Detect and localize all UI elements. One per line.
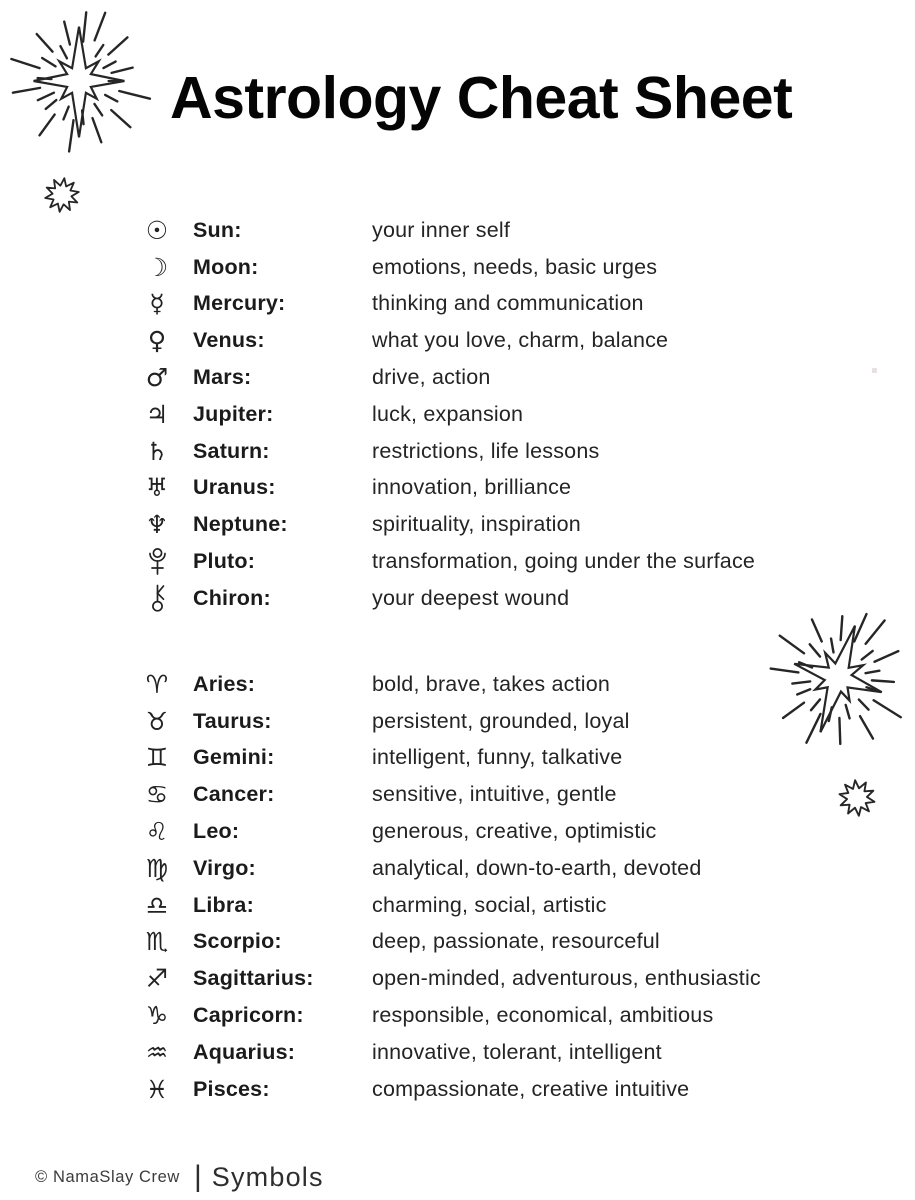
planet-row	[133, 396, 755, 433]
aquarius-symbol-icon: ♒	[145, 1037, 169, 1067]
planet-meaning: restrictions, life lessons	[372, 438, 600, 463]
planet-name: Jupiter:	[193, 401, 274, 426]
planet-name: Mercury:	[193, 291, 286, 316]
starburst-icon	[0, 2, 158, 160]
jupiter-symbol-icon: ♃	[145, 399, 169, 429]
planet-meaning: emotions, needs, basic urges	[372, 254, 658, 279]
planet-row	[133, 322, 755, 359]
footer	[35, 1160, 324, 1194]
chiron-symbol-icon	[133, 583, 181, 613]
footer-separator: |	[193, 1160, 202, 1193]
planet-row	[133, 433, 755, 470]
zodiac-name: Aries:	[193, 671, 256, 696]
zodiac-meaning: innovative, tolerant, intelligent	[372, 1039, 662, 1064]
planet-row	[133, 359, 755, 396]
planet-row	[133, 506, 755, 543]
planet-row	[133, 470, 755, 507]
planet-meaning: innovation, brilliance	[372, 475, 572, 500]
gemini-symbol-icon: ♊	[145, 743, 169, 773]
zodiac-meaning: charming, social, artistic	[372, 892, 607, 917]
zodiac-meaning: compassionate, creative intuitive	[372, 1076, 690, 1101]
zodiac-name: Cancer:	[193, 782, 275, 807]
uranus-symbol-icon: ♅	[145, 473, 169, 503]
capricorn-symbol-icon: ♑	[145, 1001, 169, 1031]
saturn-symbol-icon: ♄	[145, 436, 169, 466]
planet-meaning: your inner self	[372, 217, 511, 242]
zodiac-name: Virgo:	[193, 855, 256, 880]
zodiac-row	[133, 1071, 761, 1108]
zodiac-name: Gemini:	[193, 745, 275, 770]
zodiac-list	[133, 666, 761, 1108]
zodiac-name: Capricorn:	[193, 1003, 304, 1028]
planet-name: Moon:	[193, 254, 259, 279]
pluto-symbol-icon	[133, 547, 181, 577]
zodiac-name: Pisces:	[193, 1076, 270, 1101]
libra-symbol-icon: ♎	[145, 890, 169, 920]
zodiac-meaning: generous, creative, optimistic	[372, 819, 657, 844]
zodiac-meaning: deep, passionate, resourceful	[372, 929, 660, 954]
zodiac-row	[133, 997, 761, 1034]
planet-name: Chiron:	[193, 585, 271, 610]
virgo-symbol-icon: ♍	[145, 853, 169, 883]
sagittarius-symbol-icon: ♐	[145, 964, 169, 994]
zodiac-meaning: bold, brave, takes action	[372, 671, 611, 696]
planet-name: Mars:	[193, 365, 252, 390]
zodiac-name: Libra:	[193, 892, 254, 917]
planet-row	[133, 249, 755, 286]
starburst-icon	[758, 598, 915, 758]
zodiac-row	[133, 850, 761, 887]
zodiac-row	[133, 666, 761, 703]
planet-meaning: drive, action	[372, 365, 491, 390]
planet-row	[133, 543, 755, 580]
zodiac-row	[133, 1034, 761, 1071]
planet-name: Saturn:	[193, 438, 270, 463]
zodiac-meaning: responsible, economical, ambitious	[372, 1003, 714, 1028]
moon-symbol-icon: ☽	[145, 252, 169, 282]
planet-row	[133, 286, 755, 323]
sun-symbol-icon: ☉	[145, 215, 169, 245]
planet-row	[133, 212, 755, 249]
page-title: Astrology Cheat Sheet	[170, 65, 793, 131]
planet-name: Venus:	[193, 328, 265, 353]
zodiac-name: Leo:	[193, 819, 240, 844]
zodiac-name: Sagittarius:	[193, 966, 314, 991]
planet-name: Neptune:	[193, 512, 288, 537]
planet-meaning: thinking and communication	[372, 291, 644, 316]
zodiac-row	[133, 924, 761, 961]
planet-meaning: your deepest wound	[372, 585, 570, 610]
zodiac-meaning: analytical, down-to-earth, devoted	[372, 855, 702, 880]
zodiac-row	[133, 776, 761, 813]
small-star-icon	[42, 175, 82, 215]
small-star-icon	[836, 777, 878, 819]
planet-name: Uranus:	[193, 475, 276, 500]
zodiac-meaning: open-minded, adventurous, enthusiastic	[372, 966, 761, 991]
planet-meaning: spirituality, inspiration	[372, 512, 581, 537]
pisces-symbol-icon: ♓	[145, 1074, 169, 1104]
neptune-symbol-icon: ♆	[145, 510, 169, 540]
copyright-text: © NamaSlay Crew	[35, 1167, 180, 1186]
zodiac-row	[133, 960, 761, 997]
mercury-symbol-icon: ☿	[149, 289, 165, 319]
mars-symbol-icon: ♂	[145, 363, 169, 393]
venus-symbol-icon: ♀	[147, 326, 167, 356]
zodiac-meaning: intelligent, funny, talkative	[372, 745, 623, 770]
planet-name: Pluto:	[193, 549, 256, 574]
zodiac-row	[133, 740, 761, 777]
zodiac-meaning: sensitive, intuitive, gentle	[372, 782, 617, 807]
leo-symbol-icon: ♌	[145, 817, 169, 847]
zodiac-row	[133, 703, 761, 740]
scorpio-symbol-icon: ♏	[145, 927, 169, 957]
zodiac-row	[133, 813, 761, 850]
planet-meaning: what you love, charm, balance	[372, 328, 669, 353]
paper-speck	[872, 368, 877, 373]
aries-symbol-icon: ♈	[145, 669, 169, 699]
zodiac-row	[133, 887, 761, 924]
planet-row	[133, 580, 755, 617]
cancer-symbol-icon: ♋	[145, 780, 169, 810]
zodiac-name: Taurus:	[193, 708, 272, 733]
zodiac-name: Scorpio:	[193, 929, 282, 954]
planet-meaning: luck, expansion	[372, 401, 524, 426]
footer-brand-label: Symbols	[211, 1161, 324, 1192]
zodiac-name: Aquarius:	[193, 1039, 296, 1064]
planet-name: Sun:	[193, 217, 242, 242]
planet-meaning: transformation, going under the surface	[372, 549, 756, 574]
taurus-symbol-icon: ♉	[145, 706, 169, 736]
zodiac-meaning: persistent, grounded, loyal	[372, 708, 630, 733]
planets-list	[133, 212, 755, 617]
